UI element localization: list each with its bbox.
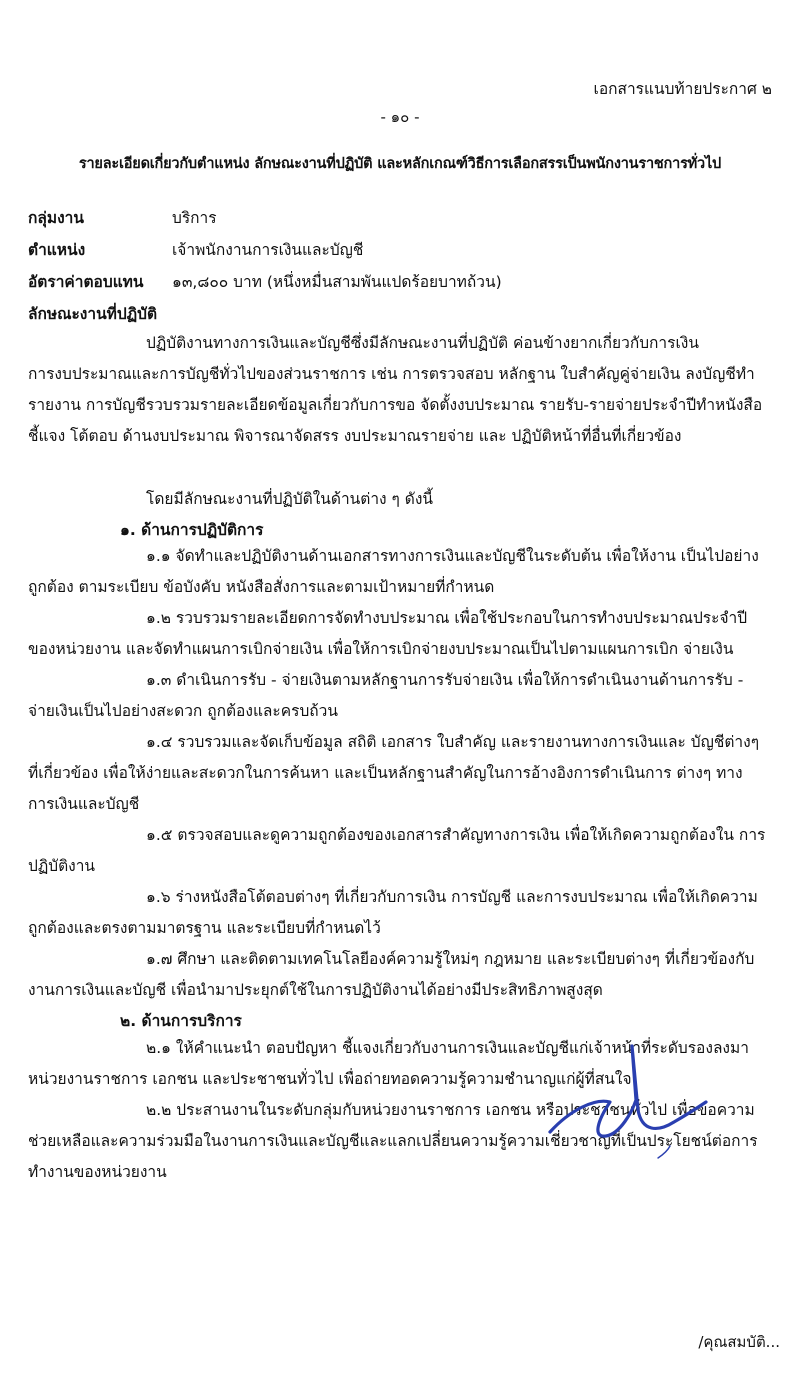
text-line: ปฏิบัติงานทางการเงินและบัญชีซึ่งมีลักษณะงานที่ปฏิบัติ ค่อนข้างยากเกี่ยวกับการเงิน xyxy=(146,334,699,352)
page-number: - ๑๐ - xyxy=(380,108,420,126)
section1-items xyxy=(28,541,773,1006)
text-line: ปฏิบัติงาน xyxy=(28,857,96,875)
text-line: ช่วยเหลือและความร่วมมือในงานการเงินและบัญชีและแลกเปลี่ยนความรู้ความเชี่ยวชาญที่เป็นประโยชน์ต่อการ xyxy=(28,1132,758,1150)
text-line: การงบประมาณและการบัญชีทั่วไปของส่วนราชการ เช่น การตรวจสอบ หลักฐาน ใบสำคัญคู่จ่ายเงิน ลงบัญชีทำ xyxy=(28,365,755,383)
text-line: ที่เกี่ยวข้อง เพื่อให้ง่ายและสะดวกในการค้นหา และเป็นหลักฐานสำคัญในการอ้างอิงการดำเนินการ ต่างๆ ทาง xyxy=(28,764,743,782)
group-label: กลุ่มงาน xyxy=(28,209,84,227)
position-value: เจ้าพนักงานการเงินและบัญชี xyxy=(172,241,364,259)
salary-label: อัตราค่าตอบแทน xyxy=(28,273,144,291)
section2-heading: ๒. ด้านการบริการ xyxy=(120,1012,242,1030)
salary-value: ๑๓,๘๐๐ บาท (หนึ่งหมื่นสามพันแปดร้อยบาทถ้วน) xyxy=(172,273,502,291)
duties-lead: โดยมีลักษณะงานที่ปฏิบัติในด้านต่าง ๆ ดังนี้ xyxy=(146,490,434,508)
section1-heading: ๑. ด้านการปฏิบัติการ xyxy=(120,521,264,539)
text-line: จ่ายเงินเป็นไปอย่างสะดวก ถูกต้องและครบถ้วน xyxy=(28,702,338,720)
continuation-note: /คุณสมบัติ... xyxy=(698,1333,780,1351)
document-title: รายละเอียดเกี่ยวกับตำแหน่ง ลักษณะงานที่ปฏิบัติ และหลักเกณฑ์วิธีการเลือกสรรเป็นพนักงานราชการทั่วไป xyxy=(78,156,722,172)
text-line: ชี้แจง โต้ตอบ ด้านงบประมาณ พิจารณาจัดสรร งบประมาณรายจ่าย และ ปฏิบัติหน้าที่อื่นที่เกี่ยวข้อง xyxy=(28,427,682,445)
text-line: ๑.๔ รวบรวมและจัดเก็บข้อมูล สถิติ เอกสาร ใบสำคัญ และรายงานทางการเงินและ บัญชีต่างๆ xyxy=(146,733,760,751)
text-line: ๒.๑ ให้คำแนะนำ ตอบปัญหา ชี้แจงเกี่ยวกับงานการเงินและบัญชีแก่เจ้าหน้าที่ระดับรองลงมา xyxy=(146,1039,749,1057)
position-label: ตำแหน่ง xyxy=(28,241,86,259)
text-line: ถูกต้อง ตามระเบียบ ข้อบังคับ หนังสือสั่งการและตามเป้าหมายที่กำหนด xyxy=(28,578,495,596)
attachment-note: เอกสารแนบท้ายประกาศ ๒ xyxy=(593,80,772,98)
text-line: ๒.๒ ประสานงานในระดับกลุ่มกับหน่วยงานราชการ เอกชน หรือประชาชนทั่วไป เพื่อขอความ xyxy=(146,1101,755,1119)
text-line: หน่วยงานราชการ เอกชน และประชาชนทั่วไป เพื่อถ่ายทอดความรู้ความชำนาญแก่ผู้ที่สนใจ xyxy=(28,1070,632,1088)
text-line: ๑.๒ รวบรวมรายละเอียดการจัดทำงบประมาณ เพื่อใช้ประกอบในการทำงบประมาณประจำปี xyxy=(146,609,748,627)
duties-heading: ลักษณะงานที่ปฏิบัติ xyxy=(28,305,158,323)
duties-intro xyxy=(28,328,773,452)
text-line: ทำงานของหน่วยงาน xyxy=(28,1163,167,1181)
signature xyxy=(540,1040,710,1160)
text-line: ๑.๑ จัดทำและปฏิบัติงานด้านเอกสารทางการเงินและบัญชีในระดับต้น เพื่อให้งาน เป็นไปอย่าง xyxy=(146,547,759,565)
text-line: งานการเงินและบัญชี เพื่อนำมาประยุกต์ใช้ในการปฏิบัติงานได้อย่างมีประสิทธิภาพสูงสุด xyxy=(28,981,603,999)
text-line: ๑.๕ ตรวจสอบและดูความถูกต้องของเอกสารสำคัญทางการเงิน เพื่อให้เกิดความถูกต้องใน การ xyxy=(146,826,766,844)
text-line: ๑.๖ ร่างหนังสือโต้ตอบต่างๆ ที่เกี่ยวกับการเงิน การบัญชี และการงบประมาณ เพื่อให้เกิดความ xyxy=(146,888,758,906)
text-line: ถูกต้องและตรงตามมาตรฐาน และระเบียบที่กำหนดไว้ xyxy=(28,919,381,937)
text-line: ของหน่วยงาน และจัดทำแผนการเบิกจ่ายเงิน เพื่อให้การเบิกจ่ายงบประมาณเป็นไปตามแผนการเบิก จ่ายเงิน xyxy=(28,640,734,658)
text-line: รายงาน การบัญชีรวบรวมรายละเอียดข้อมูลเกี่ยวกับการขอ จัดตั้งงบประมาณ รายรับ-รายจ่ายประจำปีทำหนังสือ xyxy=(28,396,763,414)
text-line: การเงินและบัญชี xyxy=(28,795,140,813)
text-line: ๑.๗ ศึกษา และติดตามเทคโนโลยีองค์ความรู้ใหม่ๆ กฎหมาย และระเบียบต่างๆ ที่เกี่ยวข้องกับ xyxy=(146,950,755,968)
group-value: บริการ xyxy=(172,209,217,227)
text-line: ๑.๓ ดำเนินการรับ - จ่ายเงินตามหลักฐานการรับจ่ายเงิน เพื่อให้การดำเนินงานด้านการรับ - xyxy=(146,671,744,689)
